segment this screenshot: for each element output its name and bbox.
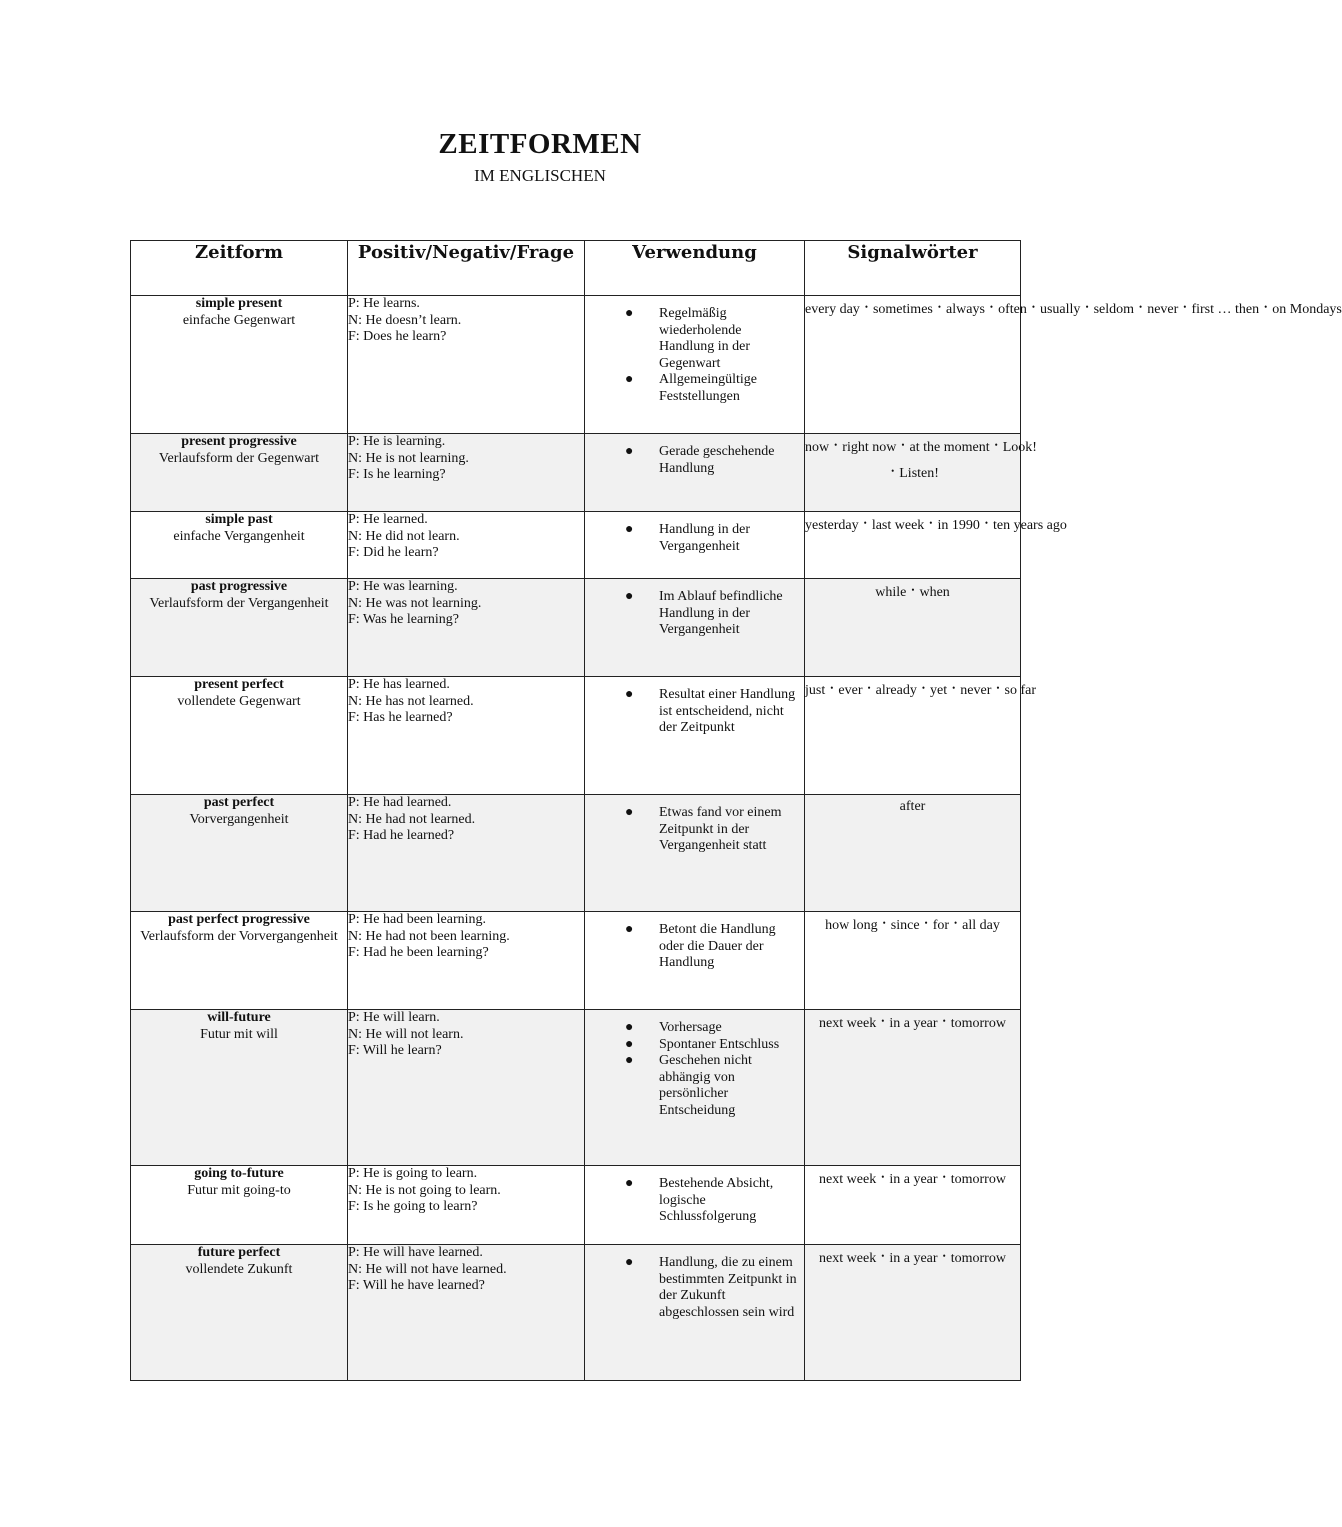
tense-english: past perfect xyxy=(203,795,275,810)
question-form: F: Had he learned? xyxy=(348,828,455,844)
signal-words-cell xyxy=(805,1245,1021,1381)
signal-words: next week • in a year • tomorrow xyxy=(819,1172,1006,1187)
header-signalwoerter: Signalwörter xyxy=(805,241,1021,296)
table-row xyxy=(131,1166,1021,1245)
separator-dot-icon: • xyxy=(1139,302,1143,312)
tense-english: going to-future xyxy=(194,1166,284,1181)
forms-cell xyxy=(348,296,585,434)
usage-text: Betont die Handlung oder die Dauer der Handlung xyxy=(659,922,776,971)
separator-dot-icon: • xyxy=(863,518,867,528)
forms-cell xyxy=(348,795,585,912)
separator-dot-icon: • xyxy=(881,1172,885,1182)
usage-text: Spontaner Entschluss xyxy=(659,1036,780,1052)
usage-cell xyxy=(585,1245,805,1381)
tense-cell xyxy=(131,579,348,677)
signal-words: yesterday • last week • in 1990 • ten years ago xyxy=(805,518,1067,533)
usage-list xyxy=(585,296,804,406)
negative-form: N: He doesn’t learn. xyxy=(348,312,462,328)
bullet-icon: ● xyxy=(625,589,634,604)
separator-dot-icon: • xyxy=(1085,302,1089,312)
page-title: ZEITFORMEN xyxy=(438,128,642,160)
negative-form: N: He had not been learning. xyxy=(348,928,510,944)
usage-item xyxy=(585,805,798,855)
usage-text: Etwas fand vor einem Zeitpunkt in der Vergangenheit statt xyxy=(659,805,782,854)
tense-german: Futur mit going-to xyxy=(187,1182,291,1198)
usage-cell xyxy=(585,579,805,677)
usage-cell xyxy=(585,1166,805,1245)
tense-english: future perfect xyxy=(197,1245,281,1260)
separator-dot-icon: • xyxy=(911,585,915,595)
separator-dot-icon: • xyxy=(867,683,871,693)
usage-item xyxy=(585,1255,798,1321)
usage-cell xyxy=(585,1010,805,1166)
separator-dot-icon: • xyxy=(864,302,868,312)
signal-words-cell xyxy=(805,795,1021,912)
usage-item xyxy=(585,372,798,405)
positive-form: P: He will have learned. xyxy=(348,1245,483,1260)
question-form: F: Has he learned? xyxy=(348,710,453,726)
tense-german: vollendete Gegenwart xyxy=(177,693,301,709)
signal-words-cell xyxy=(805,1166,1021,1245)
tense-cell xyxy=(131,296,348,434)
negative-form: N: He will not learn. xyxy=(348,1026,464,1042)
bullet-icon: ● xyxy=(625,805,634,820)
signal-words-cell xyxy=(805,296,1342,434)
tense-german: Futur mit will xyxy=(200,1026,278,1042)
signal-words: after xyxy=(899,799,926,814)
usage-item xyxy=(585,1176,798,1226)
separator-dot-icon: • xyxy=(996,683,1000,693)
usage-item xyxy=(585,1020,798,1037)
usage-cell xyxy=(585,677,805,795)
bullet-icon: ● xyxy=(625,1176,634,1191)
tense-english: simple present xyxy=(195,296,283,311)
forms-cell xyxy=(348,1245,585,1381)
usage-item xyxy=(585,444,798,477)
forms-cell xyxy=(348,512,585,579)
signal-words: next week • in a year • tomorrow xyxy=(819,1016,1006,1031)
positive-form: P: He had learned. xyxy=(348,795,452,810)
tense-cell xyxy=(131,912,348,1010)
negative-form: N: He will not have learned. xyxy=(348,1261,507,1277)
signal-words-cell xyxy=(805,434,1037,512)
separator-dot-icon: • xyxy=(942,1172,946,1182)
usage-cell xyxy=(585,296,805,434)
tense-cell xyxy=(131,434,348,512)
forms-cell xyxy=(348,677,585,795)
usage-text: Geschehen nicht abhängig von persönlicher Entscheidung xyxy=(659,1053,752,1118)
forms-cell xyxy=(348,912,585,1010)
positive-form: P: He learned. xyxy=(348,512,428,527)
signal-words: just • ever • already • yet • never • so far xyxy=(805,683,1037,698)
signal-words: every day • sometimes • always • often • usually • seldom • never • first … then • on Mondays xyxy=(805,302,1342,317)
usage-item xyxy=(585,1037,798,1054)
forms-cell xyxy=(348,579,585,677)
question-form: F: Did he learn? xyxy=(348,545,439,561)
separator-dot-icon: • xyxy=(942,1251,946,1261)
usage-text: Vorhersage xyxy=(659,1020,722,1035)
signal-words: how long • since • for • all day xyxy=(825,918,1000,933)
separator-dot-icon: • xyxy=(1264,302,1268,312)
usage-text: Allgemeingültige Feststellungen xyxy=(659,372,757,404)
bullet-icon: ● xyxy=(625,306,634,321)
negative-form: N: He has not learned. xyxy=(348,693,474,709)
tense-german: einfache Vergangenheit xyxy=(173,528,305,544)
separator-dot-icon: • xyxy=(881,1016,885,1026)
usage-list xyxy=(585,677,804,737)
question-form: F: Will he have learned? xyxy=(348,1278,485,1294)
tense-cell xyxy=(131,1010,348,1166)
separator-dot-icon: • xyxy=(952,683,956,693)
question-form: F: Was he learning? xyxy=(348,612,459,628)
forms-cell xyxy=(348,434,585,512)
question-form: F: Had he been learning? xyxy=(348,945,489,961)
page-subtitle: IM ENGLISCHEN xyxy=(474,166,606,185)
negative-form: N: He had not learned. xyxy=(348,811,476,827)
positive-form: P: He is learning. xyxy=(348,434,446,449)
header-row xyxy=(131,241,1021,296)
separator-dot-icon: • xyxy=(1031,302,1035,312)
tenses-table xyxy=(130,240,1342,1381)
usage-list xyxy=(585,1010,804,1120)
signal-words-cell xyxy=(805,512,1067,579)
tense-english: past progressive xyxy=(190,579,288,594)
positive-form: P: He learns. xyxy=(348,296,420,311)
tense-cell xyxy=(131,1245,348,1381)
bullet-icon: ● xyxy=(625,444,634,459)
bullet-icon: ● xyxy=(625,522,634,537)
tense-german: vollendete Zukunft xyxy=(185,1261,293,1277)
bullet-icon: ● xyxy=(625,372,634,388)
usage-text: Im Ablauf befindliche Handlung in der Vergangenheit xyxy=(659,589,783,638)
usage-text: Handlung in der Vergangenheit xyxy=(659,522,750,554)
usage-cell xyxy=(585,795,805,912)
usage-text: Gerade geschehende Handlung xyxy=(659,444,775,476)
header-forms: Positiv/Negativ/Frage xyxy=(348,241,585,296)
question-form: F: Does he learn? xyxy=(348,329,447,345)
usage-list xyxy=(585,512,804,555)
tense-cell xyxy=(131,795,348,912)
bullet-icon: ● xyxy=(625,1020,634,1035)
usage-item xyxy=(585,306,798,372)
signal-words: while • when xyxy=(875,585,950,600)
usage-cell xyxy=(585,912,805,1010)
tense-cell xyxy=(131,1166,348,1245)
usage-item xyxy=(585,589,798,639)
tense-english: past perfect progressive xyxy=(168,912,310,927)
tense-cell xyxy=(131,512,348,579)
negative-form: N: He is not going to learn. xyxy=(348,1182,501,1198)
table-row xyxy=(131,1245,1021,1381)
usage-list xyxy=(585,1245,804,1321)
negative-form: N: He did not learn. xyxy=(348,528,460,544)
signal-words-cell xyxy=(805,1010,1021,1166)
separator-dot-icon: • xyxy=(994,440,998,450)
tense-english: present progressive xyxy=(181,434,297,449)
usage-text: Regelmäßig wiederholende Handlung in der Gegenwart xyxy=(659,306,750,371)
signal-words-cell xyxy=(805,677,1037,795)
negative-form: N: He is not learning. xyxy=(348,450,469,466)
tense-cell xyxy=(131,677,348,795)
separator-dot-icon: • xyxy=(921,683,925,693)
separator-dot-icon: • xyxy=(984,518,988,528)
signal-words-cell xyxy=(805,579,1021,677)
table-row xyxy=(131,296,1021,434)
separator-dot-icon: • xyxy=(891,465,895,476)
positive-form: P: He has learned. xyxy=(348,677,450,692)
separator-dot-icon: • xyxy=(882,918,886,928)
bullet-icon: ● xyxy=(625,1036,634,1052)
usage-list xyxy=(585,795,804,855)
tense-german: einfache Gegenwart xyxy=(182,312,296,328)
separator-dot-icon: • xyxy=(901,440,905,450)
usage-text: Resultat einer Handlung ist entscheidend, nicht der Zeitpunkt xyxy=(659,687,796,736)
separator-dot-icon: • xyxy=(989,302,994,312)
usage-item xyxy=(585,1053,798,1119)
positive-form: P: He had been learning. xyxy=(348,912,487,927)
question-form: F: Is he learning? xyxy=(348,467,446,483)
forms-cell xyxy=(348,1166,585,1245)
question-form: F: Will he learn? xyxy=(348,1043,442,1059)
positive-form: P: He will learn. xyxy=(348,1010,440,1025)
separator-dot-icon: • xyxy=(881,1251,885,1261)
usage-cell xyxy=(585,512,805,579)
header-verwendung: Verwendung xyxy=(585,241,805,296)
bullet-icon: ● xyxy=(625,1255,634,1270)
separator-dot-icon: • xyxy=(830,683,834,693)
tense-german: Verlaufsform der Vorvergangenheit xyxy=(140,928,338,944)
tense-english: simple past xyxy=(205,512,273,527)
bullet-icon: ● xyxy=(625,1053,634,1069)
header-zeitform: Zeitform xyxy=(131,241,348,296)
usage-cell xyxy=(585,434,805,512)
separator-dot-icon: • xyxy=(954,918,958,928)
bullet-icon: ● xyxy=(625,922,634,937)
usage-list xyxy=(585,912,804,972)
table-row xyxy=(131,795,1021,912)
separator-dot-icon: • xyxy=(924,918,928,928)
bullet-icon: ● xyxy=(625,687,634,702)
forms-cell xyxy=(348,1010,585,1166)
tense-german: Verlaufsform der Gegenwart xyxy=(158,450,320,466)
table-row xyxy=(131,677,1021,795)
separator-dot-icon: • xyxy=(942,1016,946,1026)
separator-dot-icon: • xyxy=(834,440,838,450)
signal-words: now • right now • at the moment • Look!• Listen! xyxy=(805,440,1037,481)
negative-form: N: He was not learning. xyxy=(348,595,482,611)
usage-list xyxy=(585,579,804,639)
table-row xyxy=(131,434,1021,512)
separator-dot-icon: • xyxy=(937,302,942,312)
usage-item xyxy=(585,922,798,972)
usage-text: Bestehende Absicht, logische Schlussfolgerung xyxy=(659,1176,774,1225)
usage-list xyxy=(585,434,804,477)
usage-item xyxy=(585,687,798,737)
tense-german: Verlaufsform der Vergangenheit xyxy=(149,595,329,611)
usage-text: Handlung, die zu einem bestimmten Zeitpunkt in der Zukunft abgeschlossen sein wird xyxy=(659,1255,797,1320)
usage-item xyxy=(585,522,798,555)
separator-dot-icon: • xyxy=(1183,302,1187,312)
positive-form: P: He was learning. xyxy=(348,579,458,594)
signal-words: next week • in a year • tomorrow xyxy=(819,1251,1006,1266)
table-row xyxy=(131,579,1021,677)
signal-words-cell xyxy=(805,912,1021,1010)
table-row xyxy=(131,512,1021,579)
tense-english: will-future xyxy=(207,1010,271,1025)
table-row xyxy=(131,1010,1021,1166)
positive-form: P: He is going to learn. xyxy=(348,1166,478,1181)
question-form: F: Is he going to learn? xyxy=(348,1199,478,1215)
tense-english: present perfect xyxy=(194,677,284,692)
table-row xyxy=(131,912,1021,1010)
separator-dot-icon: • xyxy=(929,518,933,528)
usage-list xyxy=(585,1166,804,1226)
tense-german: Vorvergangenheit xyxy=(189,811,289,827)
